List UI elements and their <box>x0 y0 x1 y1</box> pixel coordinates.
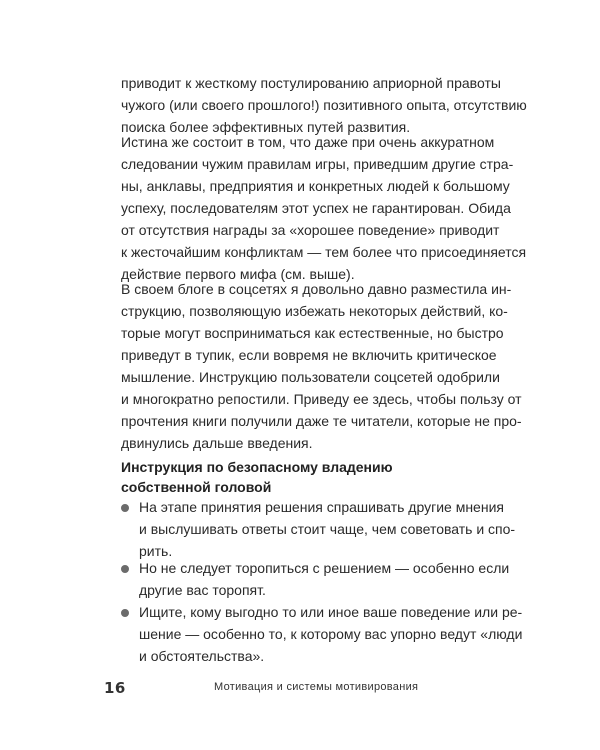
text-line: следовании чужим правилам игры, приведшим другие стра- <box>121 156 514 172</box>
bullet-dot-icon <box>121 565 129 573</box>
text-line: поиска более эффективных путей развития. <box>121 119 411 135</box>
text-line: другие вас торопят. <box>139 582 266 598</box>
text-line: ны, анклавы, предприятия и конкретных людей к большому <box>121 178 510 194</box>
text-line: торые могут восприниматься как естественные, но быстро <box>121 325 504 341</box>
text-line: мышление. Инструкцию пользователи соцсетей одобрили <box>121 369 500 385</box>
running-title: Мотивация и системы мотивирования <box>214 681 419 693</box>
text-line: рить. <box>139 543 173 559</box>
bullet-text <box>139 601 523 667</box>
section-heading <box>121 457 490 497</box>
paragraph-2 <box>121 131 527 285</box>
text-line: действие первого мифа (см. выше). <box>121 266 355 282</box>
bullet-dot-icon <box>121 504 129 512</box>
text-line: к жесточайшим конфликтам — тем более что присоединяется <box>121 244 527 260</box>
text-line: Но не следует торопиться с решением — особенно если <box>139 560 510 576</box>
text-line: прочтения книги получили даже те читатели, которые не про- <box>121 413 522 429</box>
text-line: шение — особенно то, к которому вас упорно ведут «люди <box>139 626 523 642</box>
text-line: приведут в тупик, если вовремя не включить критическое <box>121 347 497 363</box>
text-line: Истина же состоит в том, что даже при очень аккуратном <box>121 134 495 150</box>
bullet-text <box>139 496 516 562</box>
bullet-dot-icon <box>121 609 129 617</box>
text-line: и многократно репостили. Приведу ее здесь, чтобы пользу от <box>121 391 522 407</box>
text-line: На этапе принятия решения спрашивать другие мнения <box>139 499 504 515</box>
text-line: приводит к жесткому постулированию априорной правоты <box>121 75 501 91</box>
paragraph-3 <box>121 278 522 454</box>
text-line: двинулись дальше введения. <box>121 435 313 451</box>
bullet-text <box>139 557 510 601</box>
text-line: успеху, последователям этот успех не гарантирован. Обида <box>121 200 511 216</box>
page-number: 16 <box>104 679 126 697</box>
paragraph-1 <box>121 72 527 138</box>
text-line: от отсутствия награды за «хорошее поведение» приводит <box>121 222 500 238</box>
text-line: В своем блоге в соцсетях я довольно давно разместила ин- <box>121 281 512 297</box>
text-line: Ищите, кому выгодно то или иное ваше поведение или ре- <box>139 604 523 620</box>
heading-line: Инструкция по безопасному владению <box>121 459 393 475</box>
text-line: и обстоятельства». <box>139 648 265 664</box>
text-line: и выслушивать ответы стоит чаще, чем советовать и спо- <box>139 521 516 537</box>
text-line: струкцию, позволяющую избежать некоторых действий, ко- <box>121 303 508 319</box>
heading-line: собственной головой <box>121 479 272 495</box>
text-line: чужого (или своего прошлого!) позитивного опыта, отсутствию <box>121 97 527 113</box>
